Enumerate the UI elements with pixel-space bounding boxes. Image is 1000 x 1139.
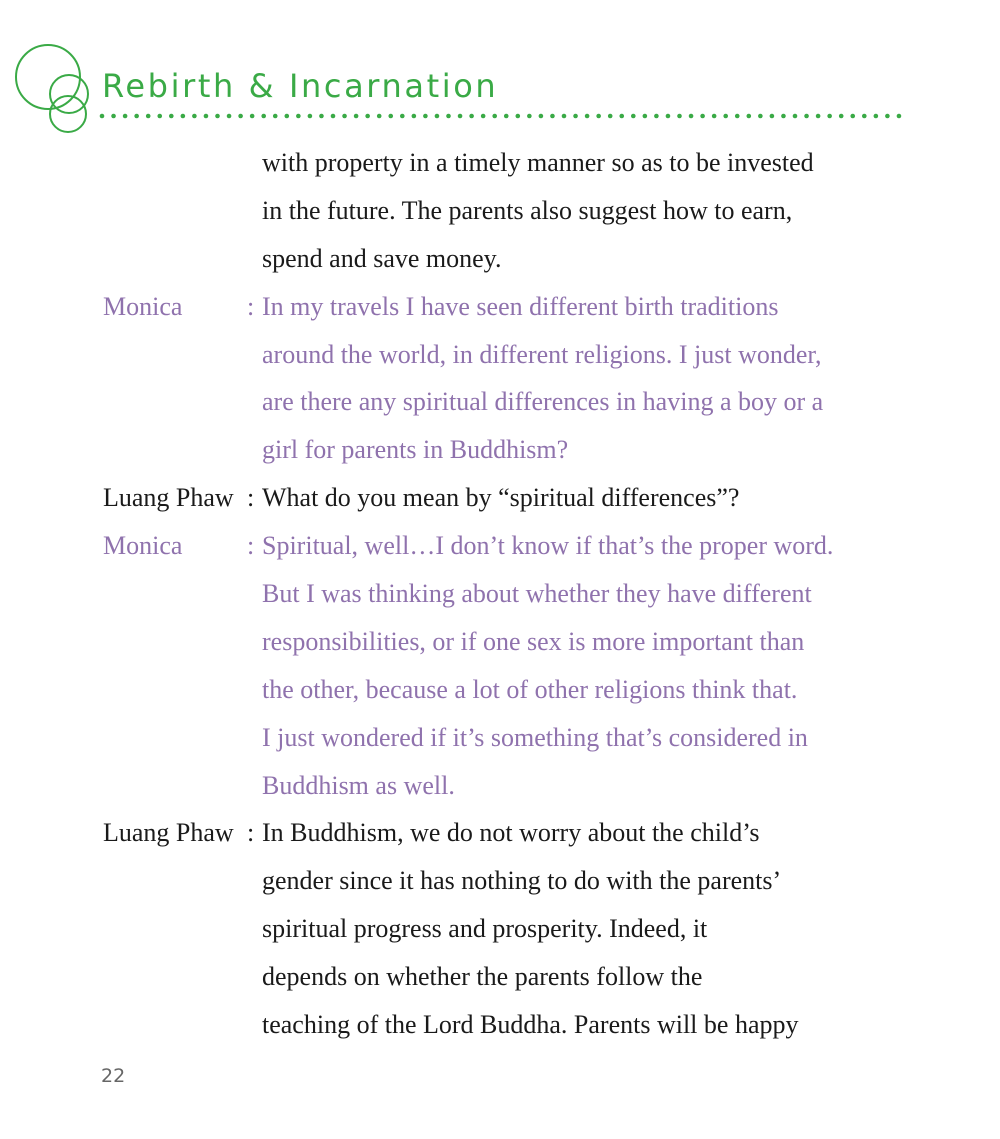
dialogue-line xyxy=(0,762,1000,810)
dialogue-line xyxy=(0,570,1000,618)
speaker-name: Monica xyxy=(103,291,183,321)
dialogue-line xyxy=(0,426,1000,474)
page-number: 22 xyxy=(101,1065,126,1087)
dialogue-line xyxy=(0,139,1000,187)
dialogue-text: In my travels I have seen different birth traditions xyxy=(262,291,779,321)
speaker-colon: : xyxy=(247,291,255,321)
speaker-colon: : xyxy=(247,531,255,561)
dialogue-text: depends on whether the parents follow the xyxy=(262,962,703,992)
dotted-rule-divider xyxy=(98,111,908,121)
dialogue-line xyxy=(0,618,1000,666)
dialogue-line xyxy=(0,1001,1000,1049)
dialogue-text: spend and save money. xyxy=(262,243,502,273)
dialogue-body xyxy=(0,139,1000,1049)
dialogue-text: in the future. The parents also suggest how to earn, xyxy=(262,195,793,225)
dialogue-text: Spiritual, well…I don’t know if that’s the proper word. xyxy=(262,531,834,561)
overlapping-circles-logo-icon xyxy=(14,40,104,136)
dialogue-text: are there any spiritual differences in having a boy or a xyxy=(262,387,824,417)
dialogue-line xyxy=(0,953,1000,1001)
dialogue-text: around the world, in different religions. I just wonder, xyxy=(262,339,822,369)
dialogue-text: gender since it has nothing to do with the parents’ xyxy=(262,866,782,896)
dialogue-text: the other, because a lot of other religions think that. xyxy=(262,674,798,704)
dialogue-line xyxy=(0,857,1000,905)
dialogue-line xyxy=(0,714,1000,762)
dialogue-text: girl for parents in Buddhism? xyxy=(262,435,569,465)
dialogue-text: teaching of the Lord Buddha. Parents will be happy xyxy=(262,1010,799,1040)
dialogue-line xyxy=(0,905,1000,953)
dialogue-line xyxy=(0,378,1000,426)
dialogue-text: Buddhism as well. xyxy=(262,770,455,800)
dialogue-line xyxy=(0,809,1000,857)
section-title: Rebirth & Incarnation xyxy=(102,67,499,105)
dialogue-text: But I was thinking about whether they have different xyxy=(262,579,812,609)
dialogue-text: spiritual progress and prosperity. Indeed, it xyxy=(262,914,708,944)
dialogue-text: I just wondered if it’s something that’s considered in xyxy=(262,722,808,752)
dialogue-text: What do you mean by “spiritual differences”? xyxy=(262,483,740,513)
speaker-colon: : xyxy=(247,818,255,848)
speaker-name: Monica xyxy=(103,531,183,561)
speaker-name: Luang Phaw xyxy=(103,818,234,848)
dialogue-line xyxy=(0,283,1000,331)
speaker-colon: : xyxy=(247,483,255,513)
dialogue-line xyxy=(0,187,1000,235)
dialogue-line xyxy=(0,474,1000,522)
dialogue-text: In Buddhism, we do not worry about the child’s xyxy=(262,818,760,848)
dialogue-text: with property in a timely manner so as to be invested xyxy=(262,148,814,177)
dialogue-text: responsibilities, or if one sex is more important than xyxy=(262,626,805,656)
speaker-name: Luang Phaw xyxy=(103,483,234,513)
dialogue-line xyxy=(0,235,1000,283)
dialogue-line xyxy=(0,666,1000,714)
dialogue-line xyxy=(0,331,1000,379)
dialogue-line xyxy=(0,522,1000,570)
